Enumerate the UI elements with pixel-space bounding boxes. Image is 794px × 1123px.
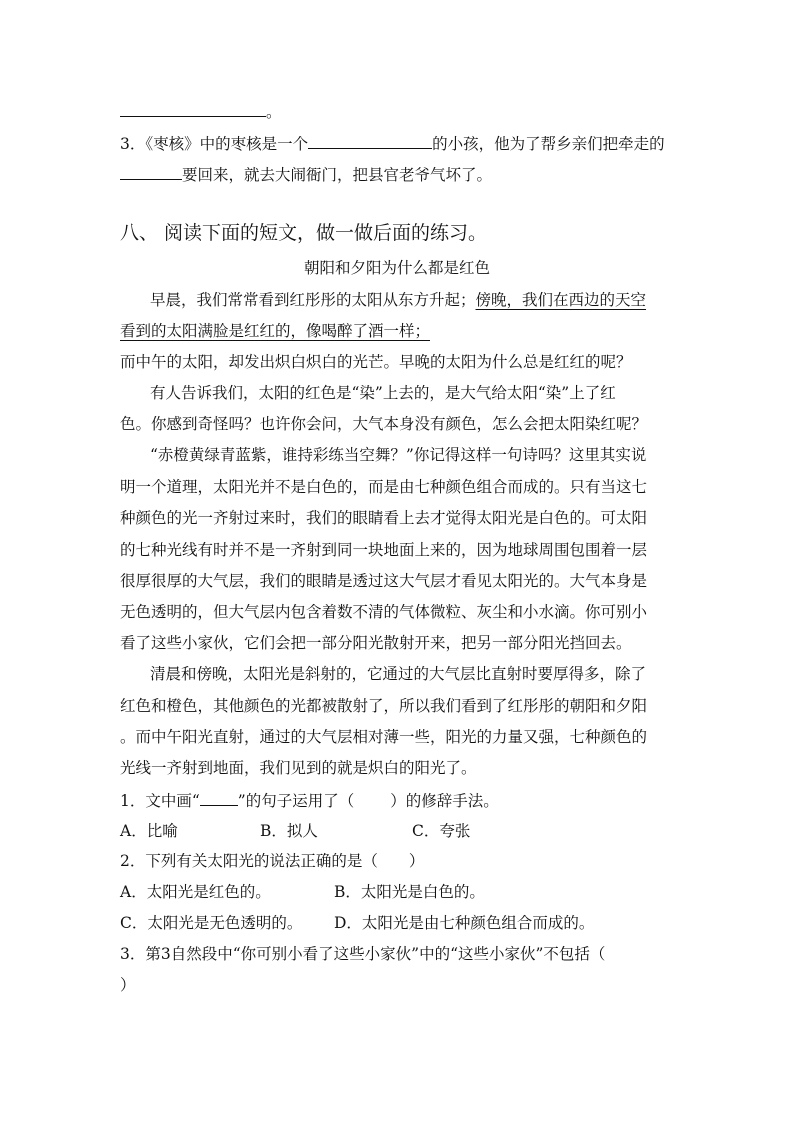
- passage-p1-line1: [150, 289, 710, 311]
- passage-p2-line1: 有人告诉我们，太阳的红色是“染”上去的，是大气给太阳“染”上了红: [150, 384, 616, 402]
- q3-text-b: 的小孩，他为了帮乡亲们把牵走的: [432, 135, 665, 153]
- passage-p4-line2: 红色和橙色，其他颜色的光都被散射了，所以我们看到了红彤彤的朝阳和夕阳: [120, 697, 648, 715]
- option-c[interactable]: C．太阳光是无色透明的。: [120, 914, 303, 932]
- line-end-mark: 。: [266, 103, 282, 121]
- question-3: 3．第3自然段中“你可别小看了这些小家伙”中的“这些小家伙”不包括（: [120, 945, 606, 963]
- passage-p3-line5: 很厚很厚的大气层，我们的眼睛是透过这大气层才看见太阳光的。大气本身是: [120, 572, 648, 590]
- question-1: [120, 789, 680, 812]
- passage-p2-line2: 色。你感到奇怪吗？也许你会问，大气本身没有颜色，怎么会把太阳染红呢？: [120, 415, 648, 433]
- question-3-line-2: [120, 163, 680, 186]
- blank-line[interactable]: [308, 132, 432, 149]
- passage-p4-line3: 。而中午阳光直射，通过的大气层相对薄一些，阳光的力量又强，七种颜色的: [120, 728, 648, 746]
- underlined-sentence: 看到的太阳满脸是红红的，像喝醉了酒一样；: [120, 322, 431, 340]
- answer-line-1: [120, 100, 680, 123]
- question-text: 1．文中画“: [120, 792, 200, 810]
- passage-p3-line6: 无色透明的，但大气层内包含着数不清的气体微粒、灰尘和小水滴。你可别小: [120, 603, 648, 621]
- blank-line[interactable]: [120, 163, 182, 180]
- option-a[interactable]: A．比喻: [120, 822, 178, 840]
- question-3-close: ）: [120, 976, 136, 994]
- question-text: ）的修辞手法。: [390, 792, 499, 810]
- passage-text: 早晨，我们常常看到红彤彤的太阳从东方升起；: [150, 291, 476, 309]
- passage-p3-line7: 看了这些小家伙，它们会把一部分阳光散射开来，把另一部分阳光挡回去。: [120, 634, 632, 652]
- passage-p3-line2: 明一个道理，太阳光并不是白色的，而是由七种颜色组合而成的。只有当这七: [120, 478, 648, 496]
- passage-p4-line1: 清晨和傍晚，太阳光是斜射的，它通过的大气层比直射时要厚得多，除了: [150, 665, 647, 683]
- underlined-sentence: 傍晚，我们在西边的天空: [475, 291, 647, 309]
- question-2-options-row2: [120, 912, 680, 934]
- passage-p4-line4: 光线一齐射到地面，我们见到的就是炽白的阳光了。: [120, 759, 477, 777]
- question-3-line-1: [120, 132, 680, 155]
- passage-p1-line3: 而中午的太阳，却发出炽白炽白的光芒。早晚的太阳为什么总是红红的呢？: [120, 353, 632, 371]
- option-d[interactable]: D．太阳光是由七种颜色组合而成的。: [334, 914, 595, 932]
- question-2: 2．下列有关太阳光的说法正确的是（ ）: [120, 852, 425, 870]
- passage-p3-line4: 的七种光线有时并不是一齐射到同一块地面上来的，因为地球周围包围着一层: [120, 541, 648, 559]
- question-text: ”的句子运用了（: [237, 792, 355, 810]
- option-b[interactable]: B．拟人: [260, 822, 318, 840]
- option-a[interactable]: A．太阳光是红色的。: [120, 883, 271, 901]
- passage-p3-line3: 种颜色的光一齐射过来时，我们的眼睛看上去才觉得太阳光是白色的。可太阳: [120, 509, 648, 527]
- section-heading: 八、 阅读下面的短文，做一做后面的练习。: [120, 222, 488, 244]
- passage-title: 朝阳和夕阳为什么都是红色: [303, 259, 490, 277]
- option-c[interactable]: C．夸张: [412, 822, 471, 840]
- q3-text-c: 要回来，就去大闹衙门，把县官老爷气坏了。: [182, 166, 493, 184]
- passage-p3-line1: “赤橙黄绿青蓝紫，谁持彩练当空舞？”你记得这样一句诗吗？这里其实说: [150, 446, 647, 464]
- option-b[interactable]: B．太阳光是白色的。: [334, 883, 485, 901]
- question-2-options-row1: [120, 881, 680, 903]
- q3-text-a: 3．《枣核》中的枣核是一个: [120, 135, 309, 153]
- blank-line[interactable]: [120, 100, 266, 117]
- question-1-options: [120, 820, 680, 842]
- blank-line: [200, 789, 238, 806]
